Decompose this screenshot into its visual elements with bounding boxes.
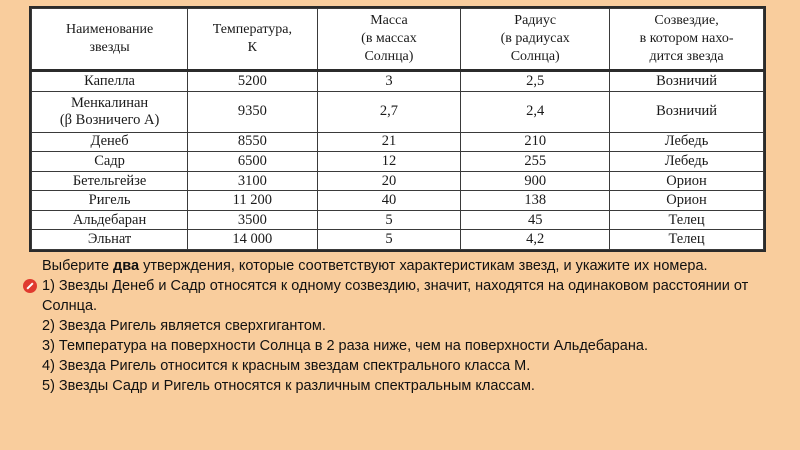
intro-text: утверждения, которые соответствуют характеристикам звезд, и укажите их номера. [139, 258, 708, 274]
intro-emphasis: два [113, 258, 140, 274]
header-text: (в радиусах [500, 31, 570, 46]
cell-temperature: 6500 [188, 152, 317, 172]
cell-constellation: Лебедь [610, 132, 764, 152]
cell-temperature: 11 200 [188, 191, 317, 211]
header-text: Температура, [212, 22, 292, 37]
statement-text: 1) Звезды Денеб и Садр относятся к одному созвездию, значит, находятся на одинаковом расстоянии от Солнца. [42, 278, 749, 314]
stars-table-card [29, 6, 766, 252]
cell-constellation: Орион [610, 171, 764, 191]
cell-mass: 5 [317, 210, 461, 230]
table-body [32, 71, 764, 250]
header-text: в котором нахо- [639, 31, 734, 46]
header-text: звезды [89, 40, 130, 55]
header-text: Солнца) [510, 49, 560, 64]
header-text: Радиус [514, 13, 557, 28]
cell-star-name: Капелла [32, 71, 188, 92]
cell-radius: 210 [461, 132, 610, 152]
table-row [32, 171, 764, 191]
cell-star-name: Ригель [32, 191, 188, 211]
header-row [32, 9, 764, 71]
cell-mass: 3 [317, 71, 461, 92]
table-header [32, 9, 764, 71]
statement-4: 4) Звезда Ригель относится к красным звездам спектрального класса М. [42, 358, 531, 374]
task-text [42, 256, 762, 396]
cell-star-name: Альдебаран [32, 210, 188, 230]
cell-constellation: Возничий [610, 71, 764, 92]
cell-constellation: Телец [610, 210, 764, 230]
cell-constellation: Возничий [610, 91, 764, 132]
header-radius [461, 9, 610, 71]
cell-mass: 20 [317, 171, 461, 191]
cell-mass: 21 [317, 132, 461, 152]
cell-radius: 255 [461, 152, 610, 172]
table-row [32, 132, 764, 152]
statement-3: 3) Температура на поверхности Солнца в 2 раза ниже, чем на поверхности Альдебарана. [42, 338, 648, 354]
cell-temperature: 5200 [188, 71, 317, 92]
table-row [32, 230, 764, 250]
no-entry-icon [23, 279, 37, 293]
cell-star-name: Садр [32, 152, 188, 172]
cell-star-name: Бетельгейзе [32, 171, 188, 191]
statement-1 [42, 276, 762, 316]
cell-mass: 5 [317, 230, 461, 250]
star-name-line: (β Возничего А) [59, 111, 160, 128]
header-text: Наименование [65, 22, 154, 37]
cell-temperature: 8550 [188, 132, 317, 152]
cell-temperature: 14 000 [188, 230, 317, 250]
cell-radius: 45 [461, 210, 610, 230]
cell-temperature: 3100 [188, 171, 317, 191]
statement-2: 2) Звезда Ригель является сверхгигантом. [42, 318, 326, 334]
cell-mass: 40 [317, 191, 461, 211]
cell-radius: 2,5 [461, 71, 610, 92]
header-text: дится звезда [649, 49, 724, 64]
cell-constellation: Лебедь [610, 152, 764, 172]
cell-star-name: Эльнат [32, 230, 188, 250]
statement-5: 5) Звезды Садр и Ригель относятся к различным спектральным классам. [42, 378, 535, 394]
header-text: Масса [370, 13, 408, 28]
table-row [32, 91, 764, 132]
cell-radius: 2,4 [461, 91, 610, 132]
cell-radius: 4,2 [461, 230, 610, 250]
cell-temperature: 9350 [188, 91, 317, 132]
header-text: К [247, 40, 258, 55]
cell-mass: 2,7 [317, 91, 461, 132]
cell-star-name: Денеб [32, 132, 188, 152]
stars-table [31, 8, 764, 250]
cell-constellation: Орион [610, 191, 764, 211]
cell-mass: 12 [317, 152, 461, 172]
cell-temperature: 3500 [188, 210, 317, 230]
header-temperature [188, 9, 317, 71]
cell-radius: 138 [461, 191, 610, 211]
header-text: Солнца) [364, 49, 414, 64]
cell-radius: 900 [461, 171, 610, 191]
table-row [32, 152, 764, 172]
table-row [32, 71, 764, 92]
table-row [32, 210, 764, 230]
header-constellation [610, 9, 764, 71]
header-mass [317, 9, 461, 71]
header-name [32, 9, 188, 71]
cell-star-name [32, 91, 188, 132]
star-name-line: Менкалинан [70, 94, 149, 111]
header-text: Созвездие, [654, 13, 719, 28]
cell-constellation: Телец [610, 230, 764, 250]
task-intro [42, 256, 762, 276]
table-row [32, 191, 764, 211]
intro-text: Выберите [42, 258, 114, 274]
header-text: (в массах [361, 31, 417, 46]
